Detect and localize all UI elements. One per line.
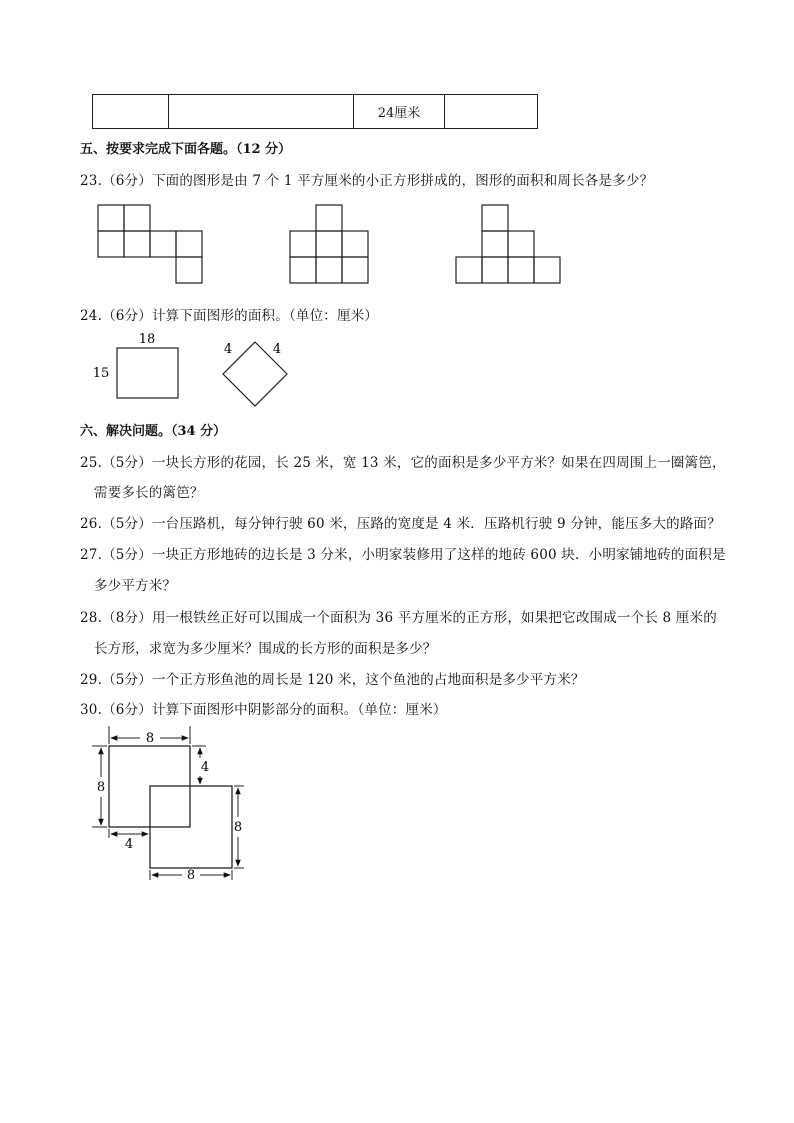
question-24: 24.（6分）计算下面图形的面积。（单位：厘米） bbox=[80, 308, 379, 324]
question-29: 29.（5分）一个正方形鱼池的周长是 120 米，这个鱼池的占地面积是多少平方米？ bbox=[80, 672, 585, 688]
q23-figures bbox=[90, 196, 580, 292]
label-right-short: 4 bbox=[200, 760, 210, 775]
section-five-title: 五、按要求完成下面各题。（12 分） bbox=[80, 142, 292, 157]
label-left: 8 bbox=[96, 780, 106, 795]
label-bottom-left: 4 bbox=[124, 837, 134, 852]
table-cell[interactable] bbox=[93, 95, 169, 129]
question-25-line1: 25.（5分）一块长方形的花园，长 25 米，宽 13 米，它的面积是多少平方米？如果在四周围上一圈篱笆， bbox=[80, 455, 726, 471]
question-26: 26.（5分）一台压路机，每分钟行驶 60 米，压路的宽度是 4 米．压路机行驶 9 分钟，能压多大的路面？ bbox=[80, 516, 721, 532]
label-top: 8 bbox=[145, 731, 155, 746]
question-27-line1: 27.（5分）一块正方形地砖的边长是 3 分米，小明家装修用了这样的地砖 600 块．小明家铺地砖的面积是 bbox=[80, 547, 726, 563]
figure-3 bbox=[456, 205, 560, 283]
figure-1 bbox=[98, 205, 202, 283]
label-bottom: 8 bbox=[186, 868, 196, 883]
table-cell[interactable] bbox=[169, 95, 354, 129]
answer-table bbox=[92, 94, 538, 129]
rect-top-label: 18 bbox=[138, 332, 156, 347]
question-23: 23.（6分）下面的图形是由 7 个 1 平方厘米的小正方形拼成的，图形的面积和周长各是多少？ bbox=[80, 173, 654, 189]
rectangle-shape bbox=[117, 348, 178, 398]
diamond-left-label: 4 bbox=[223, 342, 233, 357]
section-six-title: 六、解决问题。（34 分） bbox=[80, 424, 227, 439]
table-cell[interactable] bbox=[445, 95, 538, 129]
diamond-right-label: 4 bbox=[272, 342, 282, 357]
question-28-line1: 28.（8分）用一根铁丝正好可以围成一个面积为 36 平方厘米的正方形，如果把它改围成一个长 8 厘米的 bbox=[80, 610, 717, 626]
rect-left-label: 15 bbox=[92, 366, 110, 381]
question-27-line2: 多少平方米？ bbox=[94, 578, 177, 594]
q24-figures bbox=[88, 328, 298, 412]
label-right: 8 bbox=[233, 820, 243, 835]
figure-2 bbox=[290, 205, 368, 283]
question-25-line2: 需要多长的篱笆？ bbox=[94, 485, 204, 501]
question-28-line2: 长方形，求宽为多少厘米？围成的长方形的面积是多少？ bbox=[94, 641, 437, 657]
table-cell: 24厘米 bbox=[354, 95, 445, 129]
question-30: 30.（6分）计算下面图形中阴影部分的面积。（单位：厘米） bbox=[80, 702, 447, 718]
q30-figure bbox=[88, 722, 258, 887]
